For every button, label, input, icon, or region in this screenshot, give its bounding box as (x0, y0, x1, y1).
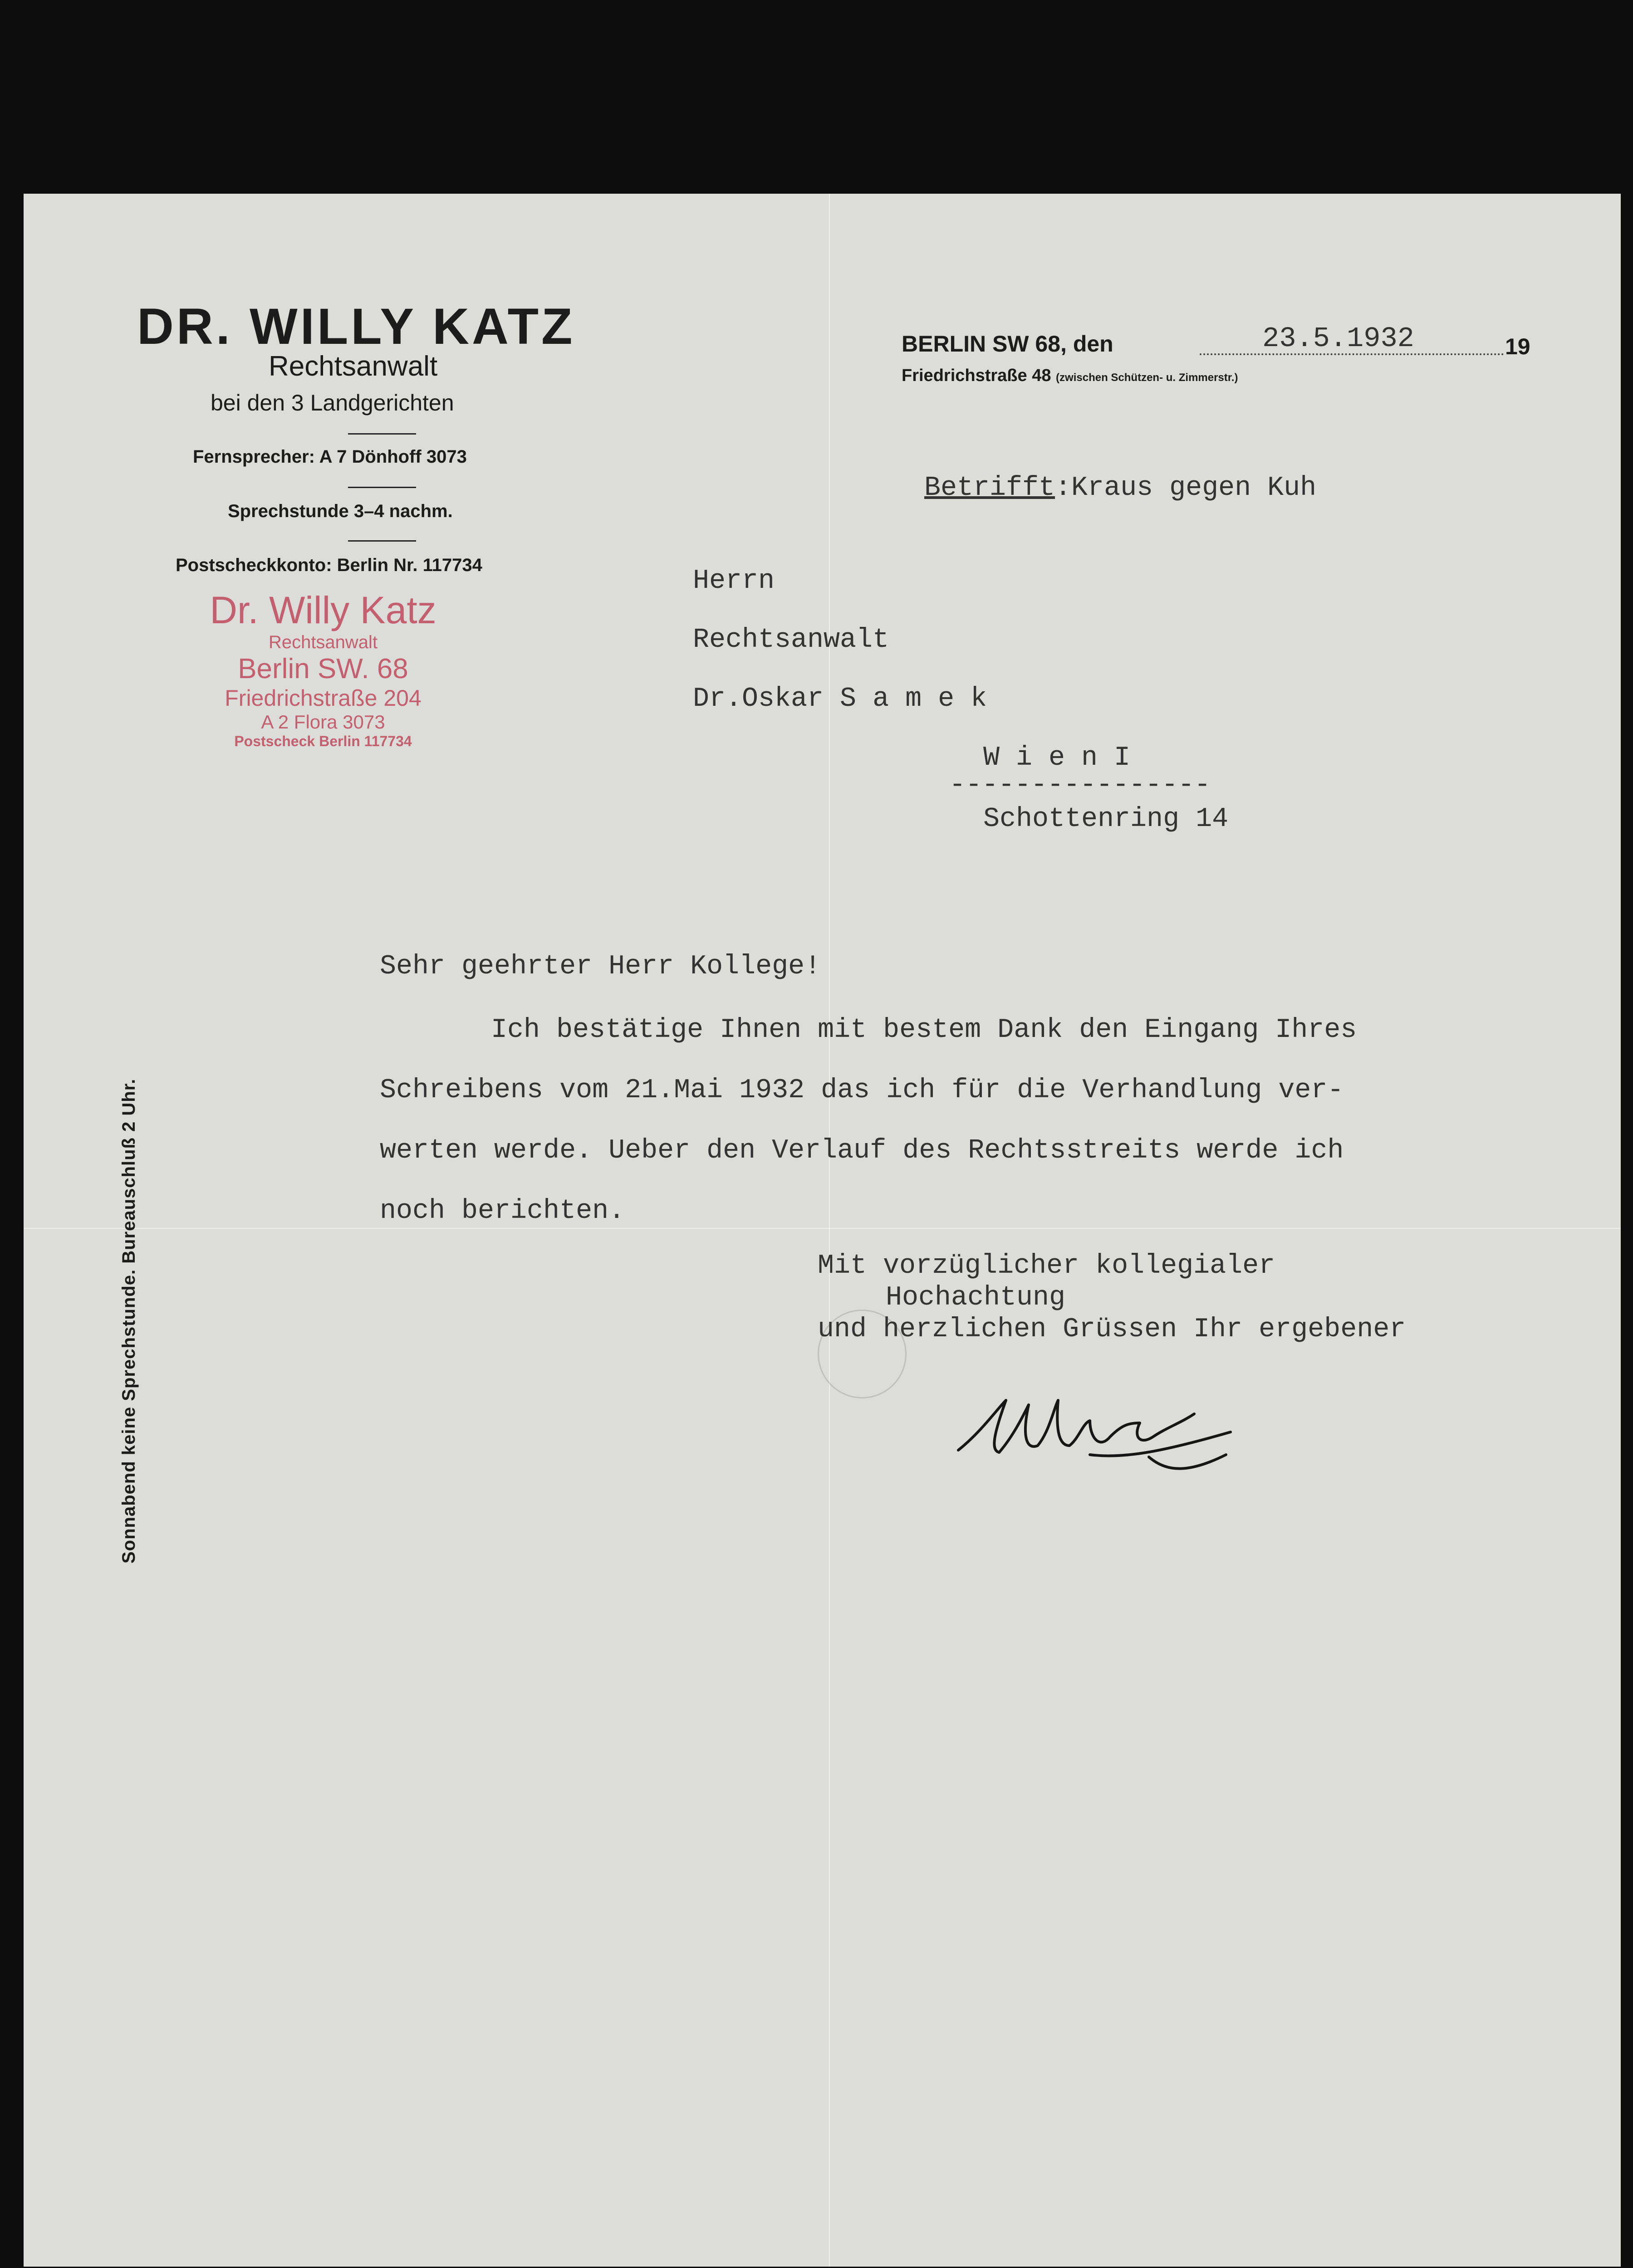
body-line-1: Ich bestätige Ihnen mit bestem Dank den Eingang Ihres (491, 1015, 1357, 1046)
divider (348, 433, 416, 435)
stamp-phone: A 2 Flora 3073 (261, 711, 385, 733)
recipient-title: Rechtsanwalt (693, 625, 889, 655)
body-line-4: noch berichten. (380, 1196, 625, 1227)
letterhead-phone: Fernsprecher: A 7 Dönhoff 3073 (193, 447, 467, 467)
letterhead-street-note: (zwischen Schützen- u. Zimmerstr.) (1056, 371, 1238, 384)
signature (954, 1382, 1235, 1486)
body-line-3: werten werde. Ueber den Verlauf des Rechtsstreits werde ich (380, 1135, 1344, 1166)
recipient-street: Schottenring 14 (983, 804, 1229, 835)
stamp-postcheck: Postscheck Berlin 117734 (234, 733, 412, 749)
closing-line-2: Hochachtung (886, 1282, 1066, 1313)
closing-line-3: und herzlichen Grüssen Ihr ergebener (818, 1314, 1406, 1345)
recipient-name: Dr.Oskar S a m e k (693, 684, 987, 714)
divider (348, 487, 416, 488)
fold-line-vertical (829, 194, 830, 2267)
stamp-title: Rechtsanwalt (268, 632, 378, 652)
letterhead-courts: bei den 3 Landgerichten (211, 390, 454, 415)
letterhead-name: DR. WILLY KATZ (137, 298, 575, 355)
letterhead-city: BERLIN SW 68, den (902, 331, 1113, 357)
letterhead-title: Rechtsanwalt (269, 351, 438, 382)
subject-line (924, 473, 1316, 503)
subject-label: Betrifft (924, 473, 1055, 503)
letterhead-street (902, 366, 1238, 386)
recipient-city: W i e n I (983, 743, 1131, 773)
recipient-separator: ---------------- (949, 770, 1211, 801)
letterhead-year-prefix: 19 (1505, 334, 1530, 359)
subject-text: :Kraus gegen Kuh (1055, 473, 1317, 503)
letter-page (24, 194, 1621, 2267)
stamp-city: Berlin SW. 68 (238, 653, 408, 684)
fold-line-horizontal (24, 1228, 1621, 1229)
letter-date: 23.5.1932 (1262, 323, 1414, 355)
letterhead-hours: Sprechstunde 3–4 nachm. (228, 501, 453, 521)
stamp-street: Friedrichstraße 204 (225, 685, 422, 711)
stamp-name: Dr. Willy Katz (210, 589, 436, 631)
body-line-2: Schreibens vom 21.Mai 1932 das ich für die Verhandlung ver- (380, 1075, 1344, 1106)
divider (348, 540, 416, 542)
lawyer-stamp (191, 588, 455, 750)
side-note: Sonnabend keine Sprechstunde. Bureauschluß 2 Uhr. (119, 1078, 139, 1564)
letterhead-postcheck: Postscheckkonto: Berlin Nr. 117734 (176, 555, 482, 575)
recipient-salutation: Herrn (693, 566, 775, 596)
letterhead-street-name: Friedrichstraße 48 (902, 366, 1051, 385)
greeting: Sehr geehrter Herr Kollege! (380, 951, 821, 982)
closing-line-1: Mit vorzüglicher kollegialer (818, 1251, 1275, 1281)
